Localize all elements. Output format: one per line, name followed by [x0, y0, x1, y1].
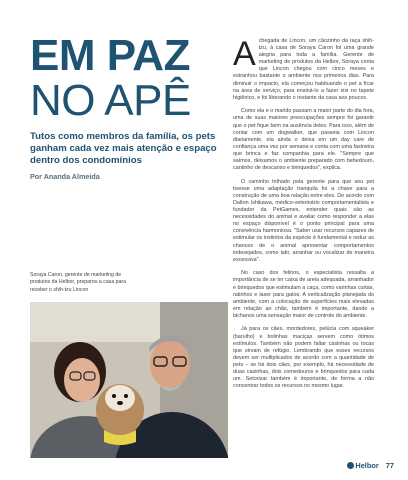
article-subtitle: Tutos como membros da família, os pets ganham cada vez mais atenção e espaço dentro dos condomínios	[30, 131, 217, 166]
page-number: 77	[385, 461, 394, 470]
paragraph-5: Já para os cães, mordedores, pelúcia com squeaker (barulho) e bolinhas maciças servem como ótimos estímulos. Também não podem faltar casinhas ou tocas que sirvam de refúgio. Lembrando que esses recursos devem ser multiplicados de acordo com a quantidade de pets – se há dois cães, por exemplo, há necessidade de duas casinhas, dois comedouros e brinquedos para cada um. Setorizar também é importante, de forma a não concentrar todos os recursos no mesmo lugar.	[233, 326, 374, 390]
paragraph-1-text: chegada de Lincon, um cãozinho da raça shih-tzu, à casa de Soraya Caron foi uma grande alegria para toda a família. Gerente de marketing de produtos da Helbor, Soraya conta que Lincon chegou com cinco meses e estranhou bastante o ambiente nos primeiros dias. Para diminuir o impacto, ela começou habituando o pet a ficar na área de serviço, para ensiná-lo a fazer xixi no tapete higiênico, e foi liberando o restante da casa aos poucos.	[233, 38, 374, 101]
article-body	[233, 35, 374, 397]
paragraph-2: Como ela e o marido passam a maior parte do dia fora, uma de suas maiores preocupações sempre foi garantir que o pet fique bem na ausência deles. Para isso, além de contar com um dogwalker, que passeia com Lincon diariamente, ela ainda o deixa em um day care de confiança uma vez por semana e conta com uma faxineira que brinca e faz companhia para ele. "Sempre que saímos, deixamos o ambiente preparado com bebedouro, cantinho de descanso e brinquedos", explica.	[233, 108, 374, 172]
paragraph-1	[233, 35, 374, 102]
title-line-1: EM PAZ	[30, 31, 190, 80]
title-line-2: NO APÊ	[30, 76, 191, 125]
page-footer	[347, 461, 394, 470]
paragraph-3: O caminho trilhado pela gerente para que seu pet tivesse uma adaptação tranquila foi a chave para a construção de uma boa relação entre eles. De acordo com Dalton Ishikawa, médico-veterinário comportamentalista e fundador da PetGames, entender quais são as necessidades do animal e avaliar como responder a elas no espaço disponível é o ponto principal para uma convivência harmoniosa. "Saber usar recursos capazes de estimular os instintos da espécie é fundamental e reduz as chances de o animal apresentar comportamentos indesejados, como latir, arranhar ou vocalizar de maneira excessiva".	[233, 178, 374, 263]
logo-text: Helbor	[355, 461, 379, 470]
photo-couple-with-dog	[30, 302, 228, 458]
logo-mark-icon	[347, 462, 354, 469]
paragraph-4: No caso dos felinos, o especialista ressalta a importância de se ter caixa de areia adequada, arranhador e brinquedos que estimulam a caça, como varinhas curtas, ratinhos e laser para gatos. A verticalização planejada do ambiente, com a colocação de superfícies mais elevadas em relação ao chão, também é importante, dando a bichanos uma sensação maior de controle do ambiente.	[233, 270, 374, 319]
helbor-logo	[347, 461, 378, 470]
byline: Por Ananda Almeida	[30, 172, 100, 181]
drop-cap: A	[233, 35, 256, 73]
photo-caption: Soraya Caron, gerente de marketing de produtos da Helbor, preparou a casa para receber o shih-tzu Lincon	[30, 272, 127, 293]
